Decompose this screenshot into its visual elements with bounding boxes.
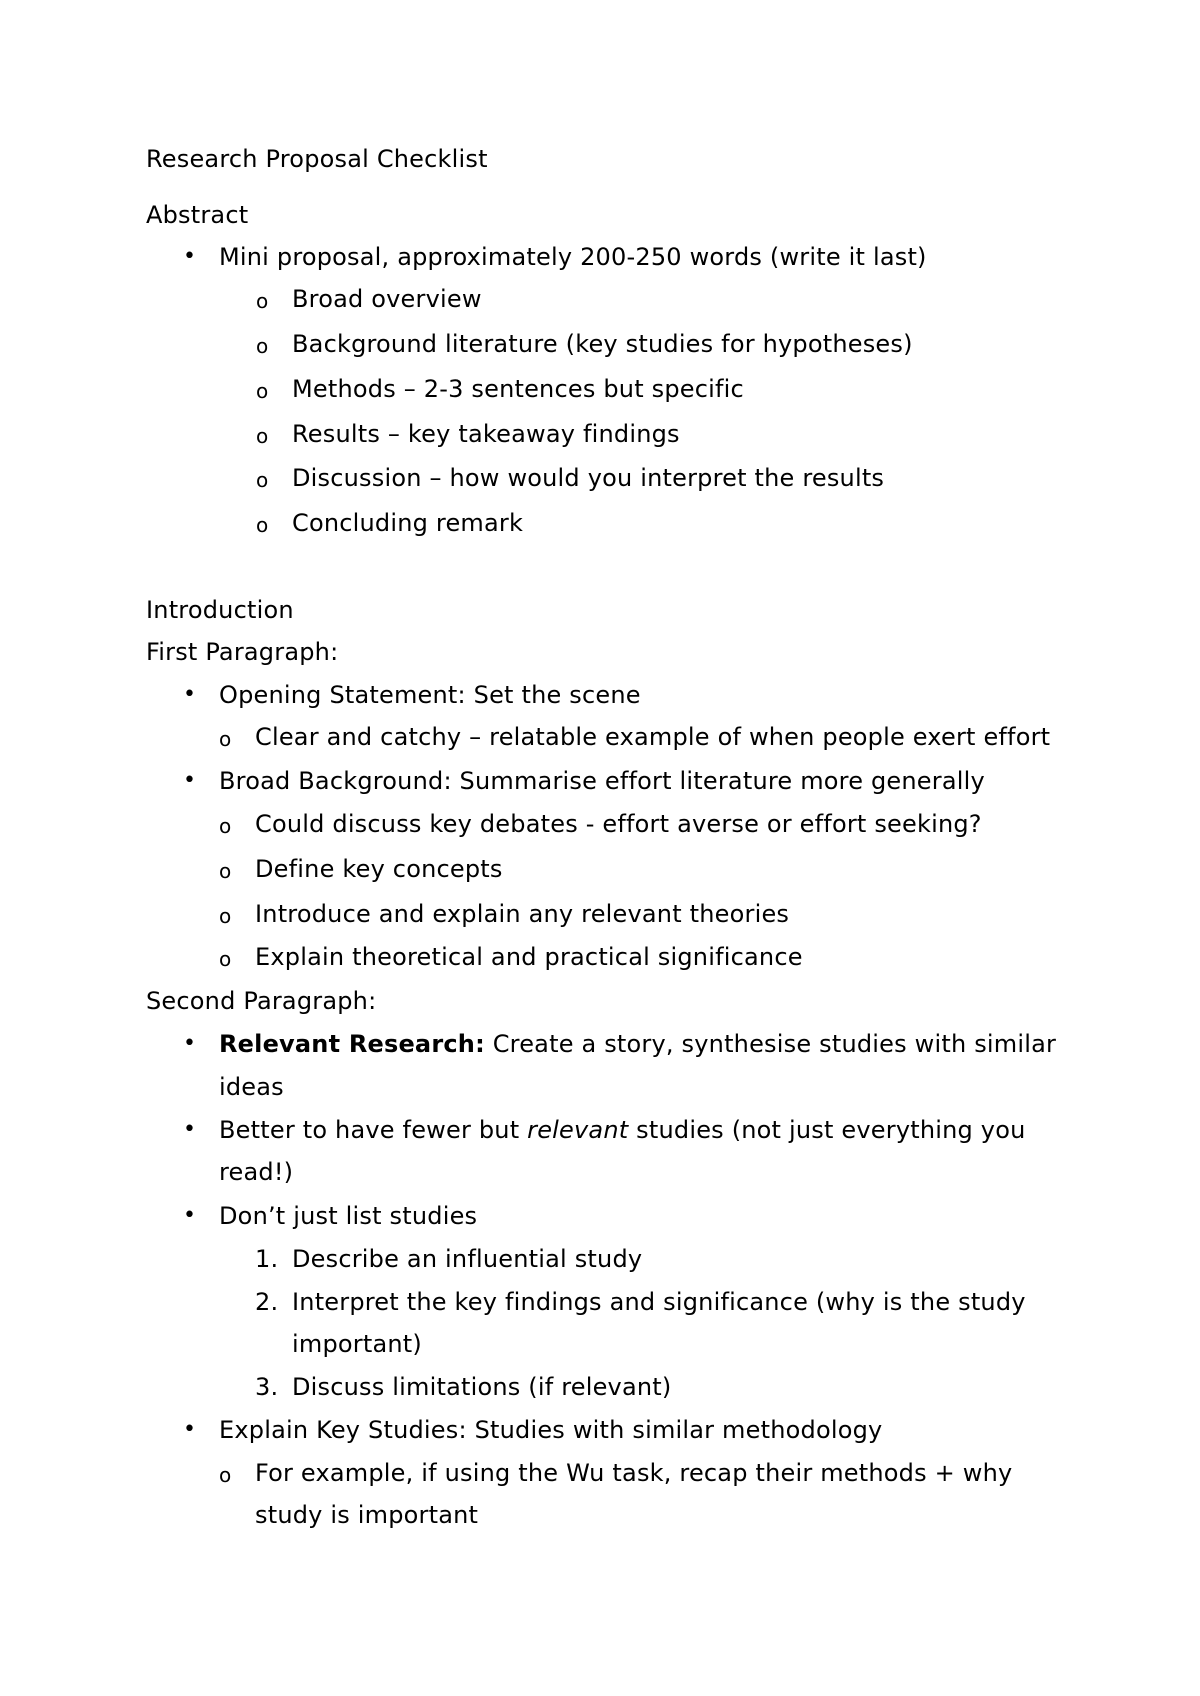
- sub-bullet-icon: o: [219, 814, 232, 838]
- sub-bullet-icon: o: [219, 947, 232, 971]
- sub-bullet-icon: o: [256, 424, 269, 448]
- sub-bullet-icon: o: [219, 904, 232, 928]
- document-page: Research Proposal Checklist Abstract • Mini proposal, approximately 200-250 words (write it last) o Broad overview o Background literature (key studies for hypotheses) o Methods – 2-3 sentences but specific o Results – key takeaway findings o Discussion – how would you interpret the results o Concluding remark Introduction First Paragraph: • Opening Statement: Set the scene o Clear and catchy – relatable example of when people exert effort • Broad Background: Summarise effort literature more generally o Could discuss key debates - effort averse or effort seeking? o Define key concepts o Introduce and explain any relevant theories o Explain theoretical and practical significance Second Paragraph: • Relevant Research: Create a story, synthesise studies with similar ideas • Better to have fewer but relevant studies (not just everything you read!) • Don’t just list studies 1. Describe an influential study 2. Interpret the key findings and significance (why is the study important) 3. Discuss limitations (if relevant) • Explain Key Studies: Studies with similar methodology o For example, if using the Wu task, recap their methods + why study is important: [146, 145, 1057, 1529]
- relevant-emphasis: relevant: [527, 1116, 629, 1144]
- sub-bullet-icon: o: [256, 379, 269, 403]
- bullet-icon: •: [183, 1417, 197, 1442]
- bullet-icon: •: [183, 768, 197, 793]
- relevant-research-label: Relevant Research:: [219, 1030, 485, 1058]
- sub-bullet-icon: o: [219, 1463, 232, 1487]
- bullet-icon: •: [183, 1203, 197, 1228]
- bullet-icon: •: [183, 244, 197, 269]
- sub-bullet-icon: o: [256, 334, 269, 358]
- sub-bullet-icon: o: [256, 289, 269, 313]
- sub-bullet-icon: o: [219, 859, 232, 883]
- sub-bullet-icon: o: [219, 727, 232, 751]
- sub-bullet-icon: o: [256, 468, 269, 492]
- bullet-icon: •: [183, 1117, 197, 1142]
- bullet-icon: •: [183, 1031, 197, 1056]
- sub-bullet-icon: o: [256, 513, 269, 537]
- bullet-icon: •: [183, 682, 197, 707]
